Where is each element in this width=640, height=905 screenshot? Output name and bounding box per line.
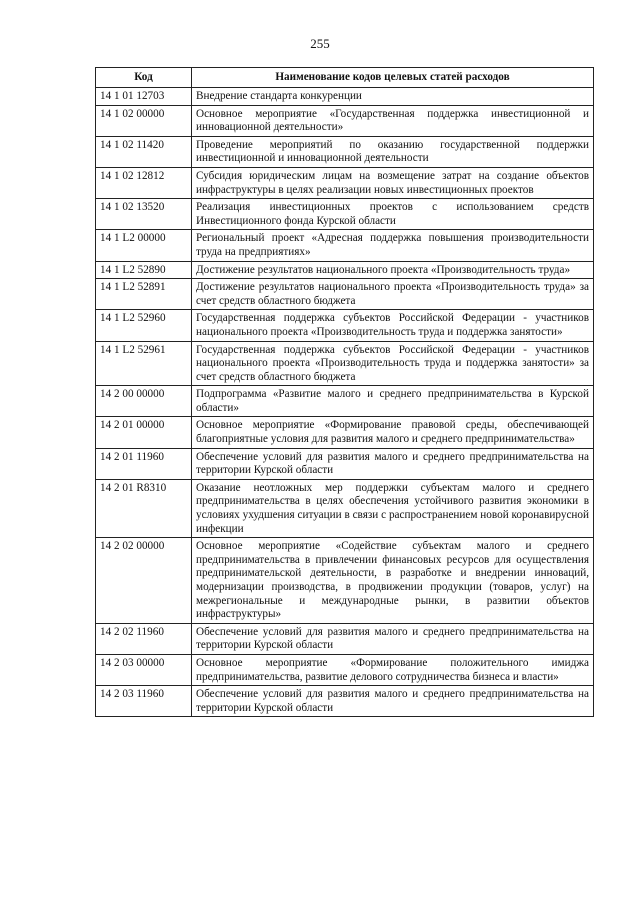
row-name: Основное мероприятие «Формирование правовой среды, обеспечивающей благоприятные условия для развития малого и среднего предпринимательства»	[192, 417, 594, 448]
table-row	[96, 654, 594, 685]
table-row	[96, 341, 594, 386]
row-name: Основное мероприятие «Содействие субъектам малого и среднего предпринимательства в привлечении финансовых ресурсов для осуществления предпринимательской деятельности, в разработке и внедрении инноваций, модернизации производства, в продвижении продукции (товаров, услуг) на межрегиональные и международные рынки, в развитии объектов инфраструктуры»	[192, 538, 594, 624]
table-row	[96, 623, 594, 654]
column-header-code: Код	[96, 68, 192, 88]
table-row	[96, 199, 594, 230]
table-row	[96, 136, 594, 167]
row-name: Достижение результатов национального проекта «Производительность труда»	[192, 261, 594, 279]
row-code: 14 1 L2 52891	[96, 279, 192, 310]
row-name: Обеспечение условий для развития малого и среднего предпринимательства на территории Курской области	[192, 623, 594, 654]
row-code: 14 2 00 00000	[96, 386, 192, 417]
row-code: 14 2 01 11960	[96, 448, 192, 479]
table-row	[96, 310, 594, 341]
table-row	[96, 417, 594, 448]
row-name: Субсидия юридическим лицам на возмещение затрат на создание объектов инфраструктуры в целях реализации новых инвестиционных проектов	[192, 167, 594, 198]
table-row	[96, 686, 594, 717]
row-name: Подпрограмма «Развитие малого и среднего предпринимательства в Курской области»	[192, 386, 594, 417]
row-name: Проведение мероприятий по оказанию государственной поддержки инвестиционной и инновационной деятельности	[192, 136, 594, 167]
row-code: 14 2 03 00000	[96, 654, 192, 685]
row-name: Оказание неотложных мер поддержки субъектам малого и среднего предпринимательства в целях обеспечения устойчивого развития экономики в условиях ухудшения ситуации в связи с распространением новой коронавирусной инфекции	[192, 479, 594, 537]
row-name: Региональный проект «Адресная поддержка повышения производительности труда на предприятиях»	[192, 230, 594, 261]
table-row	[96, 105, 594, 136]
row-code: 14 2 03 11960	[96, 686, 192, 717]
row-name: Государственная поддержка субъектов Российской Федерации - участников национального проекта «Производительность труда и поддержка занятости» за счет средств областного бюджета	[192, 341, 594, 386]
row-name: Основное мероприятие «Формирование положительного имиджа предпринимательства, развитие делового сотрудничества бизнеса и власти»	[192, 654, 594, 685]
table-row	[96, 448, 594, 479]
row-code: 14 2 01 00000	[96, 417, 192, 448]
row-code: 14 1 L2 52961	[96, 341, 192, 386]
row-code: 14 2 01 R8310	[96, 479, 192, 537]
table-header-row	[96, 68, 594, 88]
row-code: 14 1 02 13520	[96, 199, 192, 230]
table-row	[96, 386, 594, 417]
row-name: Достижение результатов национального проекта «Производительность труда» за счет средств областного бюджета	[192, 279, 594, 310]
expense-codes-table	[95, 67, 594, 717]
table-row	[96, 88, 594, 106]
table-row	[96, 279, 594, 310]
row-name: Обеспечение условий для развития малого и среднего предпринимательства на территории Курской области	[192, 448, 594, 479]
table-row	[96, 230, 594, 261]
row-code: 14 2 02 00000	[96, 538, 192, 624]
row-name: Реализация инвестиционных проектов с использованием средств Инвестиционного фонда Курской области	[192, 199, 594, 230]
row-name: Обеспечение условий для развития малого и среднего предпринимательства на территории Курской области	[192, 686, 594, 717]
column-header-name: Наименование кодов целевых статей расходов	[192, 68, 594, 88]
row-name: Основное мероприятие «Государственная поддержка инвестиционной и инновационной деятельности»	[192, 105, 594, 136]
row-code: 14 1 L2 52890	[96, 261, 192, 279]
row-code: 14 1 02 12812	[96, 167, 192, 198]
row-code: 14 2 02 11960	[96, 623, 192, 654]
table-row	[96, 479, 594, 537]
row-code: 14 1 02 00000	[96, 105, 192, 136]
row-code: 14 1 02 11420	[96, 136, 192, 167]
table-row	[96, 167, 594, 198]
table-row	[96, 261, 594, 279]
row-code: 14 1 L2 00000	[96, 230, 192, 261]
row-code: 14 1 01 12703	[96, 88, 192, 106]
row-code: 14 1 L2 52960	[96, 310, 192, 341]
row-name: Внедрение стандарта конкуренции	[192, 88, 594, 106]
page-number: 255	[310, 36, 330, 51]
table-row	[96, 538, 594, 624]
row-name: Государственная поддержка субъектов Российской Федерации - участников национального проекта «Производительность труда и поддержка занятости»	[192, 310, 594, 341]
